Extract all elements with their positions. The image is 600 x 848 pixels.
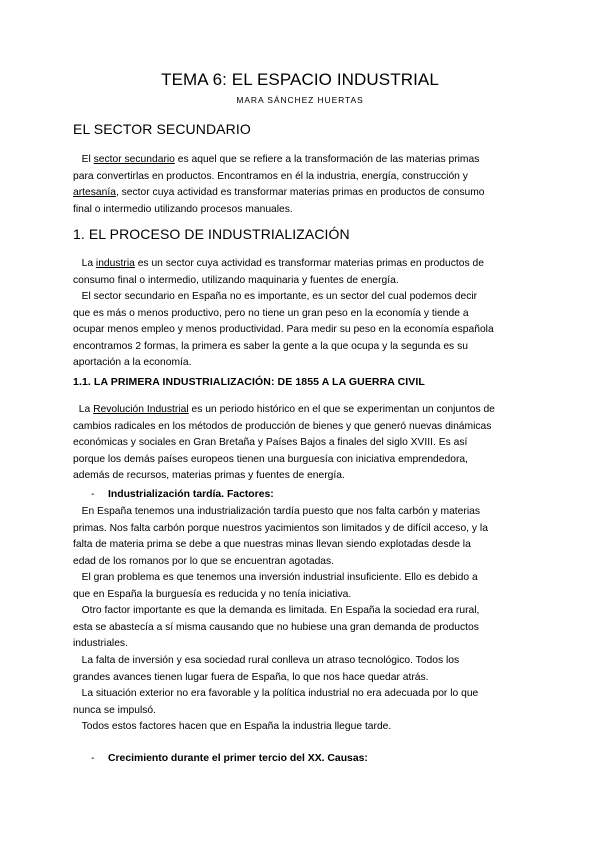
bullet-dash: - bbox=[91, 753, 95, 764]
paragraph-revolucion-industrial: La Revolución Industrial es un periodo histórico en el que se experimentan un conjuntos de cambios radicales en los métodos de producción de bienes y que generó nuevas dinámicas económicas y sociales en Gran Bretaña y Países Bajos a finales del siglo XVIII. Es así porque los demás países europeos tienen una burguesía con iniciativa emprendedora, además de recursos, materias primas y fuentes de energía. bbox=[73, 404, 495, 482]
paragraph-inversion: El gran problema es que tenemos una inversión industrial insuficiente. Ello es debido a que en España la burguesía es reducida y no tenía iniciativa. bbox=[73, 572, 478, 600]
paragraph-sector-secundario: El sector secundario es aquel que se refiere a la transformación de las materias primas para convertirlas en productos. Encontramos en él la industria, energía, construcción y artesanía, sector cuya actividad es transformar materias primas en productos de consumo final o intermedio utilizando procesos manuales. bbox=[73, 154, 485, 215]
bullet-label: Crecimiento durante el primer tercio del XX. Causas: bbox=[108, 753, 368, 764]
paragraph-factores-conclusion: Todos estos factores hacen que en España la industria llegue tarde. bbox=[81, 721, 392, 732]
paragraph-falta-carbon: En España tenemos una industrialización tardía puesto que nos falta carbón y materias primas. Nos falta carbón porque nuestros yacimientos son limitados y de difícil acceso, y la falta de materia prima se debe a que nuestras minas llevan siendo explotadas desde la edad de los romanos por lo que se encuentran agotadas. bbox=[73, 506, 488, 567]
link-artesania[interactable]: artesanía bbox=[73, 187, 116, 199]
document-author: MARA SÁNCHEZ HUERTAS bbox=[236, 95, 364, 105]
heading-proceso-industrializacion: 1. EL PROCESO DE INDUSTRIALIZACIÓN bbox=[73, 226, 350, 242]
bullet-label: Industrialización tardía. Factores: bbox=[108, 489, 274, 500]
link-revolucion-industrial[interactable]: Revolución Industrial bbox=[93, 404, 189, 415]
paragraph-sector-espana: El sector secundario en España no es importante, es un sector del cual podemos decir que es más o menos productivo, pero no tiene un gran peso en la economía y tiende a ocupar menos empleo y menos productividad. Para medir su peso en la economía española encontramos 2 formas, la primera es saber la gente a la que ocupa y la segunda es su aportación a la economía. bbox=[73, 291, 494, 369]
heading-sector-secundario: EL SECTOR SECUNDARIO bbox=[73, 121, 251, 137]
heading-primera-industrializacion: 1.1. LA PRIMERA INDUSTRIALIZACIÓN: DE 1855 A LA GUERRA CIVIL bbox=[73, 376, 425, 388]
paragraph-situacion-exterior: La situación exterior no era favorable y la política industrial no era adecuada por lo que nunca se impulsó. bbox=[73, 688, 479, 716]
link-sector-secundario[interactable]: sector secundario bbox=[93, 154, 175, 165]
paragraph-demanda: Otro factor importante es que la demanda es limitada. En España la sociedad era rural, esta se abastecía a sí misma causando que no hubiese una gran demanda de productos industriales. bbox=[73, 605, 480, 650]
paragraph-atraso-tecnologico: La falta de inversión y esa sociedad rural conlleva un atraso tecnológico. Todos los grandes avances tienen lugar fuera de España, lo que nos hace quedar atrás. bbox=[73, 655, 460, 683]
document-title: TEMA 6: EL ESPACIO INDUSTRIAL bbox=[161, 70, 439, 89]
link-industria[interactable]: industria bbox=[95, 258, 135, 269]
bullet-dash: - bbox=[91, 489, 95, 500]
paragraph-industria: La industria es un sector cuya actividad es transformar materias primas en productos de consumo final o intermedio, utilizando maquinaria y fuentes de energía. bbox=[73, 258, 484, 286]
